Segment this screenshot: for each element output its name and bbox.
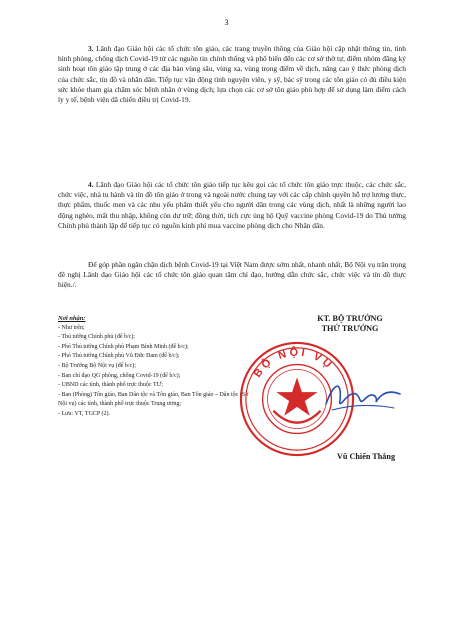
paragraph-3 (58, 44, 406, 105)
recipients-heading: Nơi nhận: (58, 315, 86, 322)
signature-title-block (270, 314, 430, 334)
recipients-list (58, 324, 258, 420)
signature-title-line2: THỨ TRƯỞNG (321, 324, 379, 333)
recipient-item: - Phó Thủ tướng Chính phủ Vũ Đức Đam (để b/c); (58, 353, 180, 360)
paragraph-4-number: 4. (88, 180, 94, 189)
recipient-item: - Như trên; (58, 324, 85, 331)
page-number: 3 (224, 18, 229, 27)
paragraph-4 (58, 180, 406, 231)
signatory-name: Vũ Chiến Thắng (336, 452, 396, 461)
recipient-item: - Phó Thủ tướng Chính phủ Phạm Bình Minh (để b/c); (58, 343, 189, 350)
recipient-item: - Lưu: VT, TGCP (2). (58, 410, 111, 417)
recipient-item: - UBND các tỉnh, thành phố trực thuộc TƯ; (58, 382, 163, 389)
signature-title-line1: KT. BỘ TRƯỞNG (317, 314, 383, 323)
recipients-block (58, 314, 258, 420)
paragraph-3-text: Lãnh đạo Giáo hội các tổ chức tôn giáo, các trang truyền thông của Giáo hội cập nhật thông tin, tình hình phòng, chống dịch Covid-19 từ các nguồn tin chính thống và phổ biến đến các cơ sở thờ tự, điểm nhóm đăng ký sinh hoạt tôn giáo tập trung ở các địa bàn vùng sâu, vùng xa, vùng trọng điểm về dịch, nâng cao ý thức phòng dịch của chức sắc, tín đồ và nhân dân. Tiếp tục vận động tình nguyện viên, y sỹ, bác sỹ trong các tôn giáo có đủ điều kiện sức khỏe tham gia chăm sóc bệnh nhân ở vùng dịch; lựa chọn các cơ sở tôn giáo phù hợp để sử dụng làm điểm cách ly y tế, bệnh viện dã chiến điều trị Covid-19. (58, 44, 406, 105)
recipient-item: - Ban chỉ đạo QG phòng, chống Covid-19 (để b/c); (58, 372, 181, 379)
closing-paragraph: Để góp phần ngăn chặn dịch bệnh Covid-19 tại Việt Nam được sớm nhất, nhanh nhất, Bộ Nội vụ trân trọng đề nghị Lãnh đạo Giáo hội các tổ chức tôn giáo quan tâm chỉ đạo, hướng dẫn chức sắc, chức việc và tín đồ thực hiện./. (58, 260, 406, 290)
paragraph-4-text: Lãnh đạo Giáo hội các tổ chức tôn giáo tiếp tục kêu gọi các tổ chức tôn giáo trực thuộc, các chức sắc, chức việc, nhà tu hành và tín đồ tôn giáo ở trong và ngoài nước chung tay với các cấp chính quyền hỗ trợ lương thực, thực phẩm, thuốc men và các nhu yếu phẩm thiết yếu cho người dân trong các vùng dịch, nhất là những người lao động nghèo, mất thu nhập, không còn dự trữ; đồng thời, tích cực ủng hộ Quỹ vaccine phòng Covid-19 do Thủ tướng Chính phủ thành lập để tiếp tục có nguồn kinh phí mua vaccine phòng dịch cho Nhân dân. (58, 180, 406, 230)
seal-ring-text: BỘ NỘI VỤ (251, 346, 336, 380)
paragraph-3-number: 3. (88, 44, 94, 53)
recipient-item: - Ban (Phòng) Tôn giáo, Ban Dân tộc và Tôn giáo, Ban Tôn giáo – Dân tộc (Sở Nội vụ) các tỉnh, thành phố trực thuộc Trung ương; (58, 391, 249, 408)
handwritten-signature (322, 372, 404, 420)
recipient-item: - Bộ Trưởng Bộ Nội vụ (để b/c); (58, 362, 136, 369)
recipient-item: - Thủ tướng Chính phủ (để b/c); (58, 334, 135, 341)
